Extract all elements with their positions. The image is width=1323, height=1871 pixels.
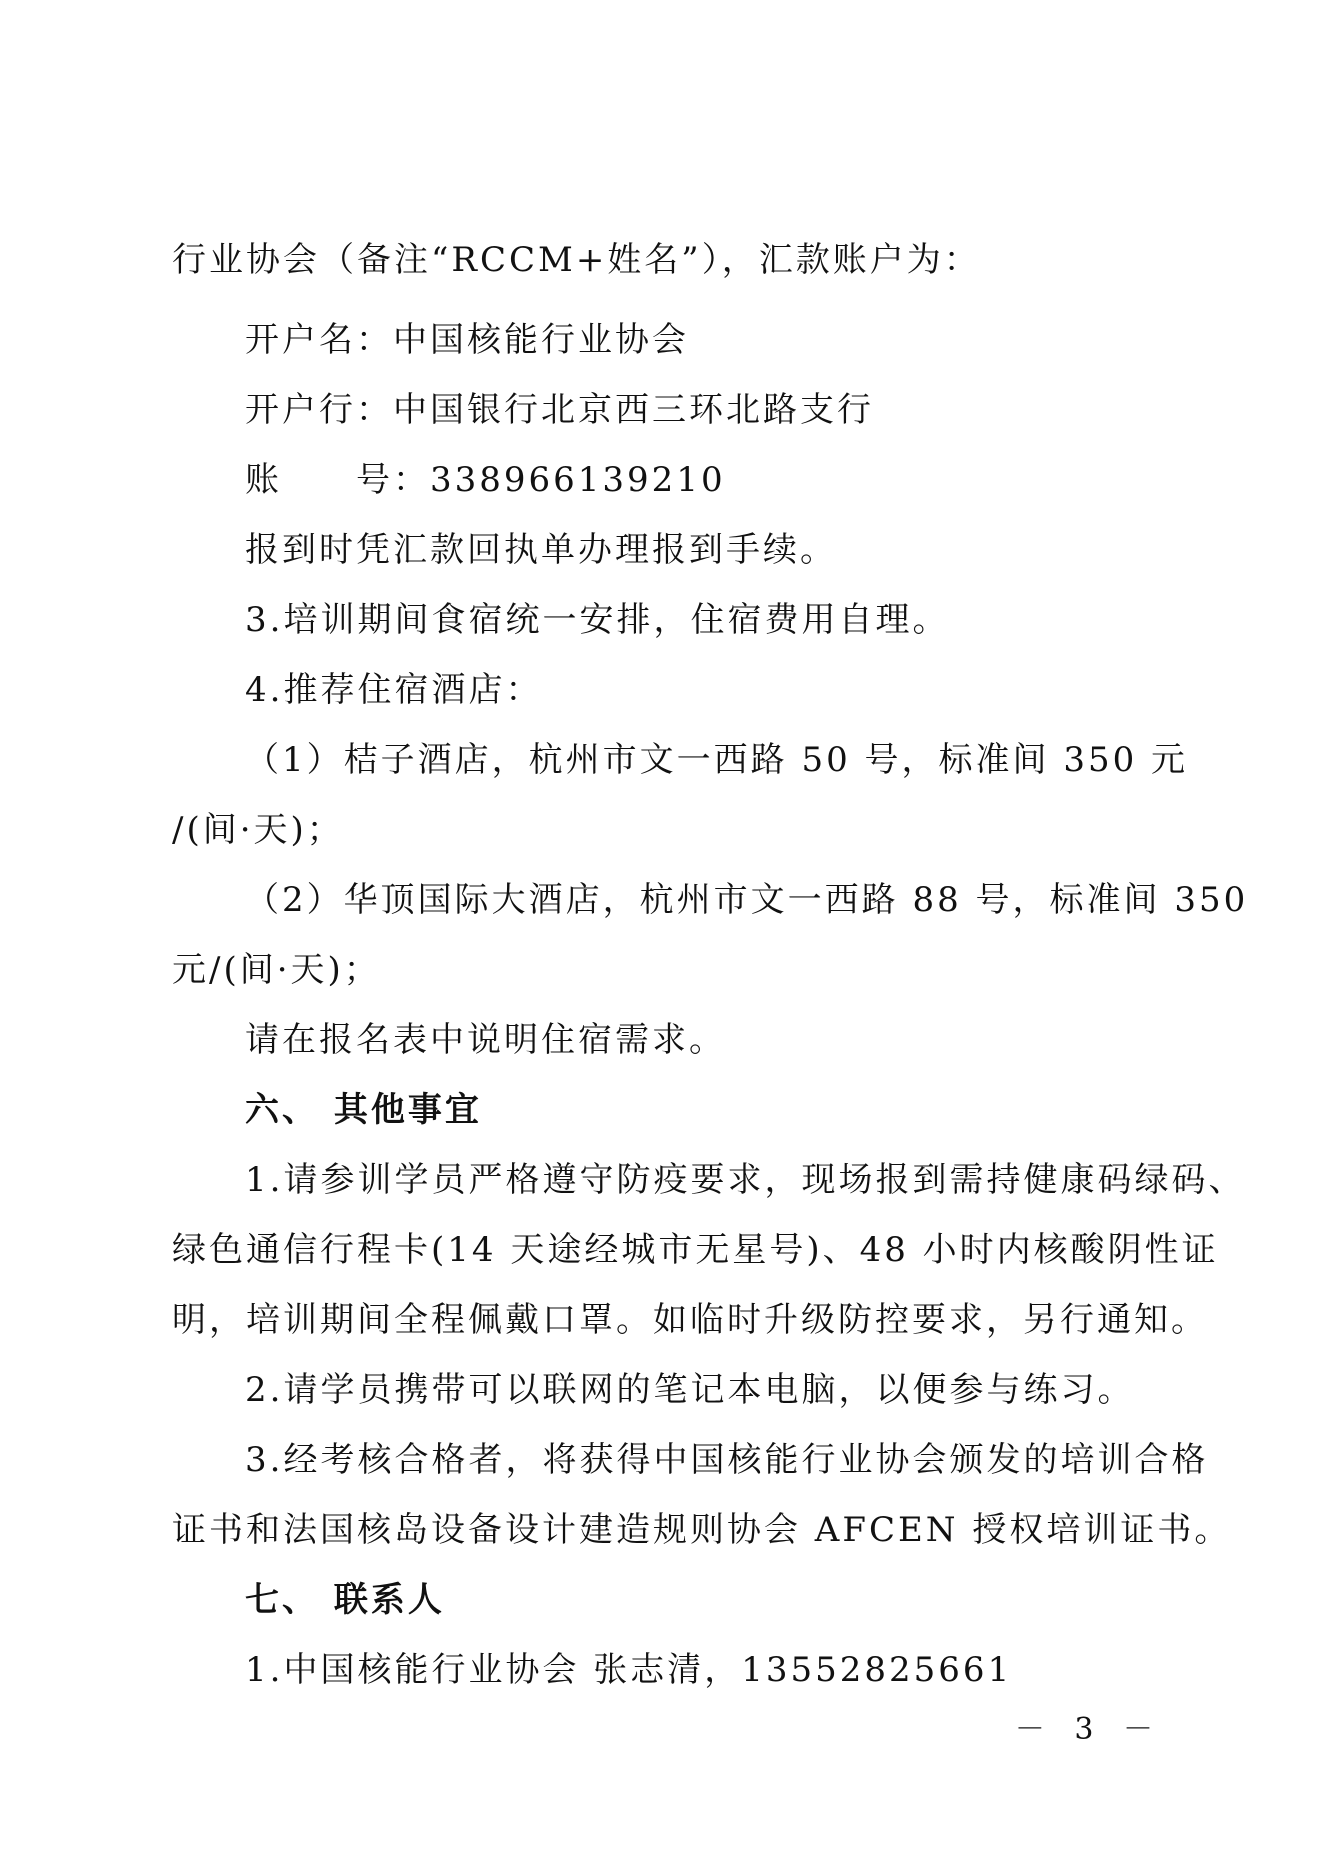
hotel-item: （1）桔子酒店，杭州市文一西路 50 号，标准间 350 元 — [245, 740, 1189, 780]
text-line: 请在报名表中说明住宿需求。 — [245, 1020, 726, 1060]
text-line: 证书和法国核岛设备设计建造规则协会 AFCEN 授权培训证书。 — [172, 1510, 1232, 1550]
page-number: － 3 － — [1014, 1712, 1163, 1747]
text-line: 元/(间·天)； — [172, 950, 381, 990]
text-line: 4.推荐住宿酒店： — [245, 670, 543, 710]
text-line: 3.培训期间食宿统一安排，住宿费用自理。 — [245, 600, 950, 640]
account-name-line: 开户名：中国核能行业协会 — [245, 320, 689, 360]
account-number-line: 账 号：338966139210 — [245, 460, 726, 500]
bank-line: 开户行：中国银行北京西三环北路支行 — [245, 390, 874, 430]
text-line: 报到时凭汇款回执单办理报到手续。 — [245, 530, 837, 570]
contact-line: 1.中国核能行业协会 张志清，13552825661 — [245, 1650, 1013, 1690]
text-line: 2.请学员携带可以联网的笔记本电脑，以便参与练习。 — [245, 1370, 1135, 1410]
text-line: 行业协会（备注“RCCM+姓名”），汇款账户为： — [172, 240, 981, 280]
hotel-item: （2）华顶国际大酒店，杭州市文一西路 88 号，标准间 350 — [245, 880, 1249, 920]
section-heading: 七、 联系人 — [245, 1580, 445, 1620]
text-line: /(间·天)； — [172, 810, 344, 850]
text-line: 明，培训期间全程佩戴口罩。如临时升级防控要求，另行通知。 — [172, 1300, 1208, 1340]
section-heading: 六、 其他事宜 — [245, 1090, 482, 1130]
text-line: 3.经考核合格者，将获得中国核能行业协会颁发的培训合格 — [245, 1440, 1209, 1480]
text-line: 绿色通信行程卡(14 天途经城市无星号)、48 小时内核酸阴性证 — [172, 1230, 1219, 1270]
text-line: 1.请参训学员严格遵守防疫要求，现场报到需持健康码绿码、 — [245, 1160, 1246, 1200]
